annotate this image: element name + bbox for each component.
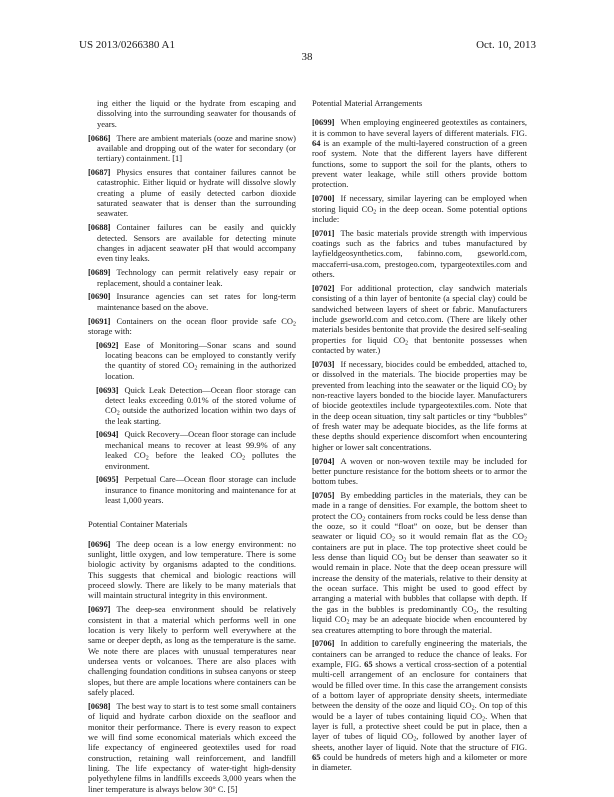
- subscript: 2: [391, 536, 395, 543]
- subscript: 2: [405, 340, 409, 347]
- paragraph-0702: [312, 283, 527, 355]
- subscript: 2: [473, 609, 477, 616]
- publication-number: US 2013/0266380 A1: [79, 39, 175, 51]
- paragraph-text: Container failures can be easily and quickly detected. Sensors are available for detecting minute changes in adjacent seawater pH that would accompany even tiny leaks.: [97, 222, 296, 264]
- paragraph-text: , followed by another layer of sheets, another layer of liquid. Note that the structure of FIG.: [312, 731, 527, 752]
- paragraph-number: [0686]: [88, 132, 111, 143]
- paragraph-number: [0694]: [96, 429, 119, 440]
- paragraph-text: in the deep ocean. Some potential options include:: [312, 203, 527, 224]
- paragraph-number: [0692]: [96, 339, 119, 350]
- paragraph-text: For additional protection, clay sandwich materials consisting of a thin layer of bentonite (a special clay) could be sandwiched between layers of sheet or fabric. Manufacturers include gseworld.com and cetco.com. (There are likely other materials besides bentonite that provide the desired self-sealing properties for liquid CO: [312, 283, 527, 345]
- paragraph-text: ing either the liquid or the hydrate from escaping and dissolving into the surrounding seawater for thousands of years.: [97, 98, 296, 129]
- paragraph-text: Containers on the ocean floor provide safe CO: [116, 315, 293, 326]
- paragraph-text: . When that layer is full, a protective sheet could be put in place, then a layer of tubes of liquid CO: [312, 710, 527, 742]
- paragraph-number: [0688]: [88, 222, 111, 233]
- paragraph-text: outside the authorized location within two days of the leak starting.: [105, 405, 296, 426]
- paragraph-text: Quick Leak Detection—Ocean floor storage can detect leaks exceeding 0.01% of the stored volume of CO: [105, 384, 296, 416]
- paragraph-text: so it would remain flat as the CO: [394, 531, 525, 542]
- paragraph-number: [0693]: [96, 384, 119, 395]
- paragraph-text: If necessary, similar layering can be employed when storing liquid CO: [312, 193, 527, 214]
- figure-reference: 65: [364, 659, 373, 670]
- paragraph-continuation: [88, 98, 296, 129]
- subscript: 2: [242, 455, 246, 462]
- paragraph-0697: [88, 604, 296, 697]
- publication-date: Oct. 10, 2013: [476, 39, 536, 51]
- paragraph-0689: [88, 267, 296, 288]
- paragraph-0691: [88, 316, 296, 337]
- section-heading-material-arrangements: Potential Material Arrangements: [312, 98, 423, 108]
- paragraph-text: that bentonite possesses when contacted by water.): [312, 334, 527, 356]
- subscript: 2: [194, 365, 198, 372]
- subscript: 2: [116, 410, 120, 417]
- paragraph-0688: [88, 222, 296, 263]
- paragraph-0700: [312, 193, 527, 224]
- paragraph-text: containers from rocks could be less dense than the ooze, so it could “float” on ooze, but be denser than seawater or liquid CO: [312, 510, 527, 542]
- paragraph-number: [0698]: [88, 700, 111, 711]
- left-column: [88, 98, 296, 797]
- paragraph-number: [0691]: [88, 315, 111, 326]
- paragraph-0687: [88, 167, 296, 219]
- paragraph-text: remaining in the authorized location.: [105, 360, 296, 381]
- paragraph-number: [0699]: [312, 117, 335, 128]
- paragraph-number: [0690]: [88, 291, 111, 302]
- subscript: 2: [471, 705, 475, 712]
- paragraph-0699: [312, 117, 527, 189]
- paragraph-text: Perpetual Care—Ocean floor storage can include insurance to finance monitoring and maintenance for at least 1,000 years.: [105, 474, 296, 506]
- paragraph-0698: [88, 701, 296, 794]
- subscript: 2: [403, 557, 407, 564]
- paragraph-text: If necessary, biocides could be embedded, attached to, or dissolved in the materials. The biocide properties may be prevented from leaching into the seawater or the liquid CO: [312, 358, 527, 390]
- paragraph-0701: [312, 228, 527, 280]
- subscript: 2: [482, 716, 486, 723]
- paragraph-0686: [88, 133, 296, 164]
- paragraph-number: [0697]: [88, 604, 111, 615]
- paragraph-text: Quick Recovery—Ocean floor storage can include mechanical means to recover at least 99.9% of any leaked CO: [105, 429, 296, 461]
- paragraph-text: By embedding particles in the materials, they can be made in a range of densities. For example, the bottom sheet to protect the CO: [312, 490, 527, 521]
- paragraph-0703: [312, 359, 527, 452]
- paragraph-text: When employing engineered geotextiles as containers, it is common to have several layers of different materials. FIG.: [312, 117, 527, 138]
- paragraph-number: [0695]: [96, 474, 119, 485]
- subscript: 2: [293, 321, 296, 328]
- paragraph-number: [0689]: [88, 267, 111, 278]
- subscript: 2: [145, 455, 149, 462]
- paragraph-0692: [96, 340, 296, 381]
- right-column: [312, 98, 527, 776]
- paragraph-text: pollutes the environment.: [105, 450, 296, 471]
- paragraph-text: , the resulting liquid CO: [312, 603, 527, 625]
- subscript: 2: [524, 536, 528, 543]
- subscript: 2: [346, 619, 350, 626]
- paragraph-number: [0705]: [312, 490, 335, 501]
- paragraph-0705: [312, 490, 527, 635]
- paragraph-text: could be hundreds of meters high and a kilometer or more in diameter.: [312, 752, 527, 773]
- paragraph-text: A woven or non-woven textile may be included for better puncture resistance for the bottom sheets or to armor the bottom tubes.: [312, 455, 527, 487]
- paragraph-text: In addition to carefully engineering the materials, the containers can be arranged to reduce the chance of leaks. For example, FIG.: [312, 638, 527, 670]
- paragraph-text: containers are put in place. The top protective sheet could be less dense than liquid CO: [312, 541, 527, 563]
- paragraph-text: is an example of the multi-layered construction of a green roof system. Note that the different layers have different functions, some to support the soil for the plants, others to prevent water leakage, while still others provide bottom protection.: [312, 138, 527, 190]
- paragraph-text: Insurance agencies can set rates for long-term maintenance based on the above.: [97, 291, 296, 312]
- subscript: 2: [362, 516, 366, 523]
- figure-reference: 64: [312, 138, 321, 149]
- subscript: 2: [413, 736, 417, 743]
- paragraph-number: [0703]: [312, 358, 335, 369]
- paragraph-text: The best way to start is to test some small containers of liquid and hydrate carbon dioxide on the seafloor and monitor their performance. There is every reason to expect we will find some economical materials which exceed the life expectancy of engineered geotextiles used for road construction, retaining wall reinforcement, and landfill lining. The life expectancy of water-tight high-density polyethylene films in landfills exceeds 3,000 years when the liner temperature is always below 30° C. [5]: [88, 700, 296, 794]
- paragraph-number: [0696]: [88, 538, 111, 549]
- paragraph-number: [0700]: [312, 193, 335, 204]
- paragraph-text: The deep-sea environment should be relatively consistent in that a material which performs well in one location is very likely to perform well everywhere at the same or deeper depth, as long as the temperature is the same. We note there are places with unusual temperatures near undersea vents or volcanoes. There are also places with challenging foundation conditions in subsea canyons or steep slopes, but there are ample locations where containers can be safely placed.: [88, 604, 296, 698]
- paragraph-text: The deep ocean is a low energy environment: no sunlight, little oxygen, and low temperature. There is some biologic activity by organisms adapted to the conditions. This suggests that chemical and biologic reactions will proceed slowly. There are likely to be many materials that will maintain structural integrity in this environment.: [88, 538, 296, 601]
- paragraph-text: Ease of Monitoring—Sonar scans and sound locating beacons can be employed to constantly verify the quantity of stored CO: [105, 339, 296, 371]
- paragraph-0704: [312, 456, 527, 487]
- figure-reference: 65: [312, 752, 321, 763]
- paragraph-0695: [96, 474, 296, 505]
- paragraph-text: storage with:: [88, 325, 132, 336]
- paragraph-number: [0704]: [312, 455, 335, 466]
- paragraph-number: [0687]: [88, 167, 111, 178]
- paragraph-0696: [88, 539, 296, 601]
- paragraph-0693: [96, 385, 296, 426]
- paragraph-text: before the leaked CO: [148, 450, 243, 461]
- paragraph-text: shows a vertical cross-section of a potential multi-cell arrangement of an enclosure for containers that would be filled over time. In this case the arrangement consists of a bottom layer of appropriate density sheets, intermediate between the density of the ooze and liquid CO: [312, 659, 527, 711]
- paragraph-text: Technology can permit relatively easy repair or replacement, should a container leak.: [97, 267, 296, 288]
- paragraph-text: but be denser than seawater so it would remain in place. Note that the deep ocean pressure will increase the density of the materials, relative to their density at the ocean surface. This might be used to good effect by arranging a material with bubbles that collapse with depth. If the gas in the bubbles is predominantly CO: [312, 552, 527, 614]
- paragraph-text: . On top of this would be a layer of tubes containing liquid CO: [312, 700, 527, 721]
- page-number: 38: [301, 51, 313, 63]
- paragraph-0694: [96, 429, 296, 470]
- paragraph-text: The basic materials provide strength with impervious coatings such as the fabrics and tubes manufactured by layfieldgeosynthetics.com, fabinno.com, gseworld.com, maccaferri-usa.com, prestogeo.com, typargeotextiles.com and others.: [312, 227, 527, 280]
- paragraph-text: may be an adequate biocide when encountered by sea creatures attempting to bore through the material.: [312, 614, 527, 635]
- paragraph-number: [0701]: [312, 227, 335, 238]
- subscript: 2: [373, 209, 377, 216]
- paragraph-0690: [88, 291, 296, 312]
- paragraph-text: by non-reactive layers bonded to the biocide layer. Manufacturers of biocide geotextiles include typargeotextiles.com. Note that in the deep ocean situation, tiny salt particles or tiny “bubbles” of fresh water may be adequate biocides, as the life forms at these depths should experience discomfort when encountering higher or lower salt concentrations.: [312, 379, 528, 452]
- paragraph-0706: [312, 638, 527, 772]
- subscript: 2: [513, 385, 517, 392]
- paragraph-text: Physics ensures that container failures cannot be catastrophic. Either liquid or hydrate will dissolve slowly creating a plume of easily detected carbon dioxide saturated seawater that is denser than the surrounding seawater.: [97, 167, 296, 219]
- paragraph-number: [0702]: [312, 283, 335, 293]
- paragraph-text: There are ambient materials (ooze and marine snow) available and dropping out of the water for secondary (or tertiary) containment. [1]: [97, 132, 296, 164]
- section-heading-container-materials: Potential Container Materials: [88, 519, 188, 530]
- paragraph-number: [0706]: [312, 638, 335, 649]
